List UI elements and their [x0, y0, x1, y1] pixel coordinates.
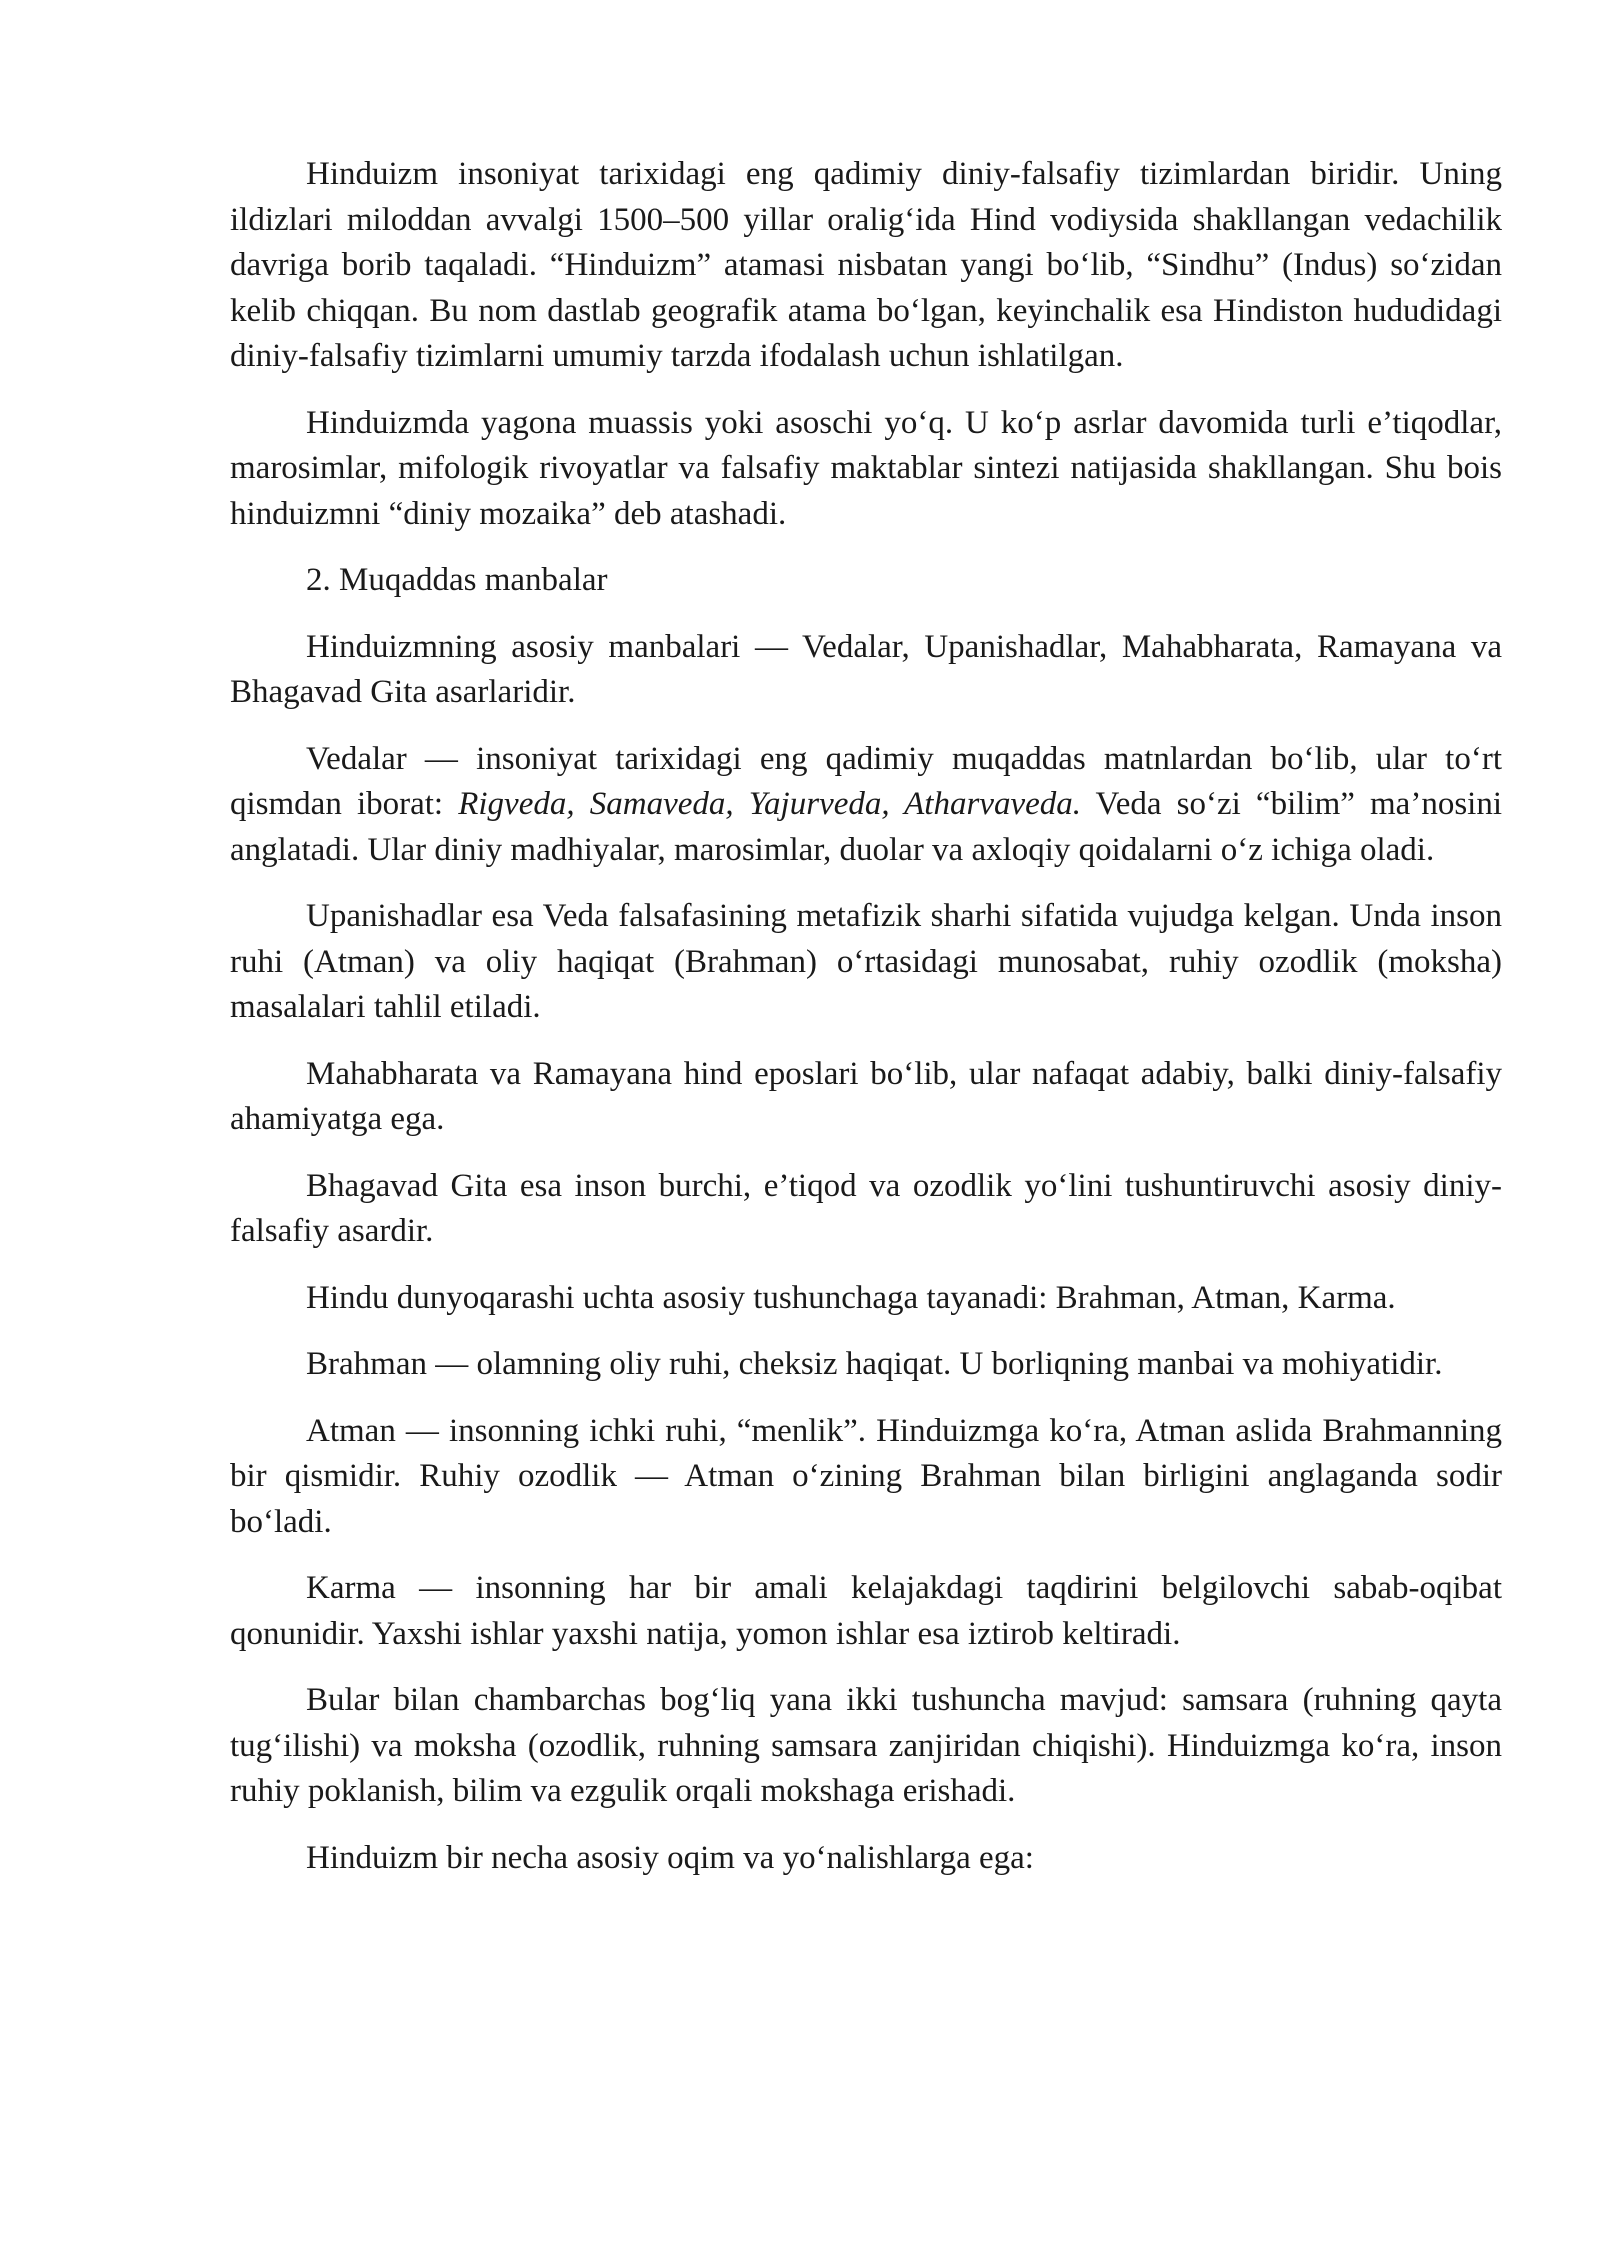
paragraph-epics: Mahabharata va Ramayana hind eposlari bo‘lib, ular nafaqat adabiy, balki diniy-falsafiy ahamiyatga ega. — [230, 1055, 1502, 1137]
paragraph-core-concepts: Hindu dunyoqarashi uchta asosiy tushunchaga tayanadi: Brahman, Atman, Karma. — [306, 1279, 1396, 1316]
paragraph-bhagavad-gita: Bhagavad Gita esa inson burchi, e’tiqod va ozodlik yo‘lini tushuntiruvchi asosiy diniy-falsafiy asardir. — [230, 1167, 1502, 1249]
vedas-text-start: Vedalar — insoniyat tarixidagi eng qadimiy muqaddas matnlardan bo‘lib, ular to‘rt qismdan iborat: — [230, 740, 1502, 822]
paragraph-currents: Hinduizm bir necha asosiy oqim va yo‘nalishlarga ega: — [306, 1839, 1034, 1876]
vedas-text-end: Veda so‘zi “bilim” ma’nosini anglatadi. Ular diniy madhiyalar, marosimlar, duolar va axloqiy qoidalarni o‘z ichiga oladi. — [230, 786, 1502, 868]
paragraph-upanishads: Upanishadlar esa Veda falsafasining metafizik sharhi sifatida vujudga kelgan. Unda inson ruhi (Atman) va oliy haqiqat (Brahman) o‘rtasidagi munosabat, ruhiy ozodlik (moksha) masalalari tahlil etiladi. — [230, 898, 1502, 1025]
paragraph-atman: Atman — insonning ichki ruhi, “menlik”. Hinduizmga ko‘ra, Atman aslida Brahmanning bir qismidir. Ruhiy ozodlik — Atman o‘zining Brahman bilan birligini anglaganda sodir bo‘ladi. — [230, 1412, 1502, 1540]
document-page — [230, 152, 1502, 1902]
paragraph-origins: Hinduizmda yagona muassis yoki asoschi yo‘q. U ko‘p asrlar davomida turli e’tiqodlar, marosimlar, mifologik rivoyatlar va falsafiy maktablar sintezi natijasida shakllangan. Shu bois hinduizmni “diniy mozaika” deb atashadi. — [230, 404, 1502, 532]
paragraph-brahman: Brahman — olamning oliy ruhi, cheksiz haqiqat. U borliqning manbai va mohiyatidir. — [306, 1346, 1443, 1382]
paragraph-samsara-moksha: Bular bilan chambarchas bog‘liq yana ikki tushuncha mavjud: samsara (ruhning qayta tug‘ilishi) va moksha (ozodlik, ruhning samsara zanjiridan chiqishi). Hinduizmga ko‘ra, inson ruhiy poklanish, bilim va ezgulik orqali mokshaga erishadi. — [230, 1682, 1502, 1809]
paragraph-main-sources: Hinduizmning asosiy manbalari — Vedalar, Upanishadlar, Mahabharata, Ramayana va Bhagavad Gita asarlaridir. — [230, 628, 1502, 710]
paragraph-vedas — [230, 737, 1502, 874]
section-heading-sacred-sources: 2. Muqaddas manbalar — [306, 562, 608, 598]
paragraph-karma: Karma — insonning har bir amali kelajakdagi taqdirini belgilovchi sabab-oqibat qonunidir. Yaxshi ishlar yaxshi natija, yomon ishlar esa iztirob keltiradi. — [230, 1570, 1502, 1652]
paragraph-intro: Hinduizm insoniyat tarixidagi eng qadimiy diniy-falsafiy tizimlardan biridir. Uning ildizlari miloddan avvalgi 1500–500 yillar oralig‘ida Hind vodiysida shakllangan vedachilik davriga borib taqaladi. “Hinduizm” atamasi nisbatan yangi bo‘lib, “Sindhu” (Indus) so‘zidan kelib chiqqan. Bu nom dastlab geografik atama bo‘lgan, keyinchalik esa Hindiston hududidagi diniy-falsafiy tizimlarni umumiy tarzda ifodalash uchun ishlatilgan. — [230, 156, 1502, 374]
vedas-list-italic: Rigveda, Samaveda, Yajurveda, Atharvaveda. — [458, 786, 1082, 822]
